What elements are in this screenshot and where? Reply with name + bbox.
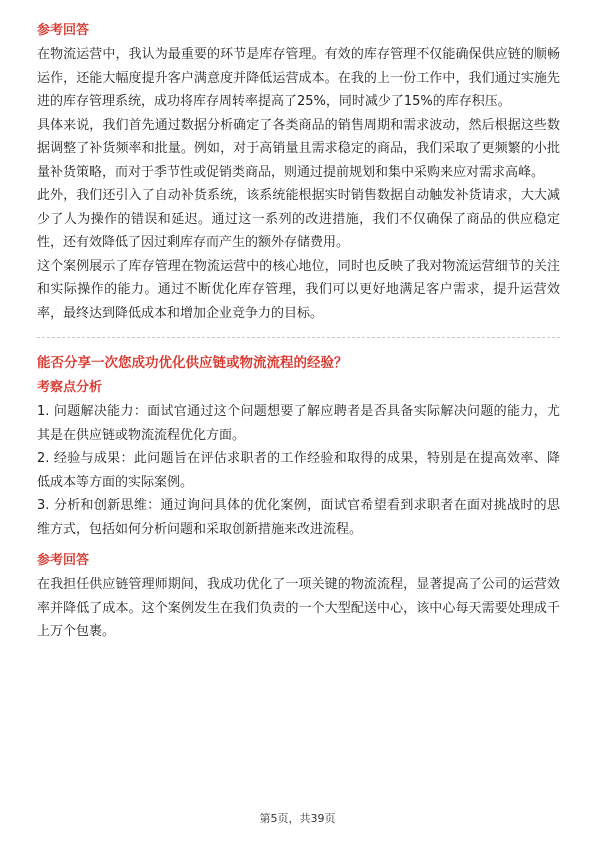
document-page: [37, 21, 560, 644]
answer-heading: 参考回答: [37, 23, 90, 38]
answer-paragraph: 这个案例展示了库存管理在物流运营中的核心地位，同时也反映了我对物流运营细节的关注和实际操作的能力。通过不断优化库存管理，我们可以更好地满足客户需求，提升运营效率，最终达到降低成本和增加企业竞争力的目标。: [37, 258, 560, 321]
section-divider: [37, 337, 560, 338]
answer-paragraph: 在我担任供应链管理师期间，我成功优化了一项关键的物流流程，显著提高了公司的运营效率并降低了成本。这个案例发生在我们负责的一个大型配送中心，该中心每天需要处理成千上万个包裹。: [37, 577, 560, 639]
answer-paragraph: 具体来说，我们首先通过数据分析确定了各类商品的销售周期和需求波动，然后根据这些数据调整了补货频率和批量。例如，对于高销量且需求稳定的商品，我们采取了更频繁的小批量补货策略，而对于季节性或促销类商品，则通过提前规划和集中采购来应对需求高峰。: [37, 117, 560, 180]
answer-paragraph: 此外，我们还引入了自动补货系统，该系统能根据实时销售数据自动触发补货请求，大大减少了人为操作的错误和延迟。通过这一系列的改进措施，我们不仅确保了商品的供应稳定性，还有效降低了因过剩库存而产生的额外存储费用。: [37, 188, 560, 250]
analysis-heading: 考察点分析: [37, 380, 103, 395]
interview-question: 能否分享一次您成功优化供应链或物流流程的经验？: [37, 355, 348, 371]
answer-paragraph: 在物流运营中，我认为最重要的环节是库存管理。有效的库存管理不仅能确保供应链的顺畅运作，还能大幅度提升客户满意度并降低运营成本。在我的上一份工作中，我们通过实施先进的库存管理系统，成功将库存周转率提高了25%，同时减少了15%的库存积压。: [37, 47, 560, 109]
analysis-point: 1. 问题解决能力：面试官通过这个问题想要了解应聘者是否具备实际解决问题的能力，尤其是在供应链或物流流程优化方面。: [37, 404, 560, 443]
answer-heading: 参考回答: [37, 553, 90, 568]
analysis-point: 3. 分析和创新思维：通过询问具体的优化案例，面试官希望看到求职者在面对挑战时的思维方式，包括如何分析问题和采取创新措施来改进流程。: [37, 498, 560, 537]
page-number: 第5页，共39页: [259, 812, 336, 825]
analysis-point: 2. 经验与成果：此问题旨在评估求职者的工作经验和取得的成果，特别是在提高效率、降低成本等方面的实际案例。: [37, 451, 560, 490]
